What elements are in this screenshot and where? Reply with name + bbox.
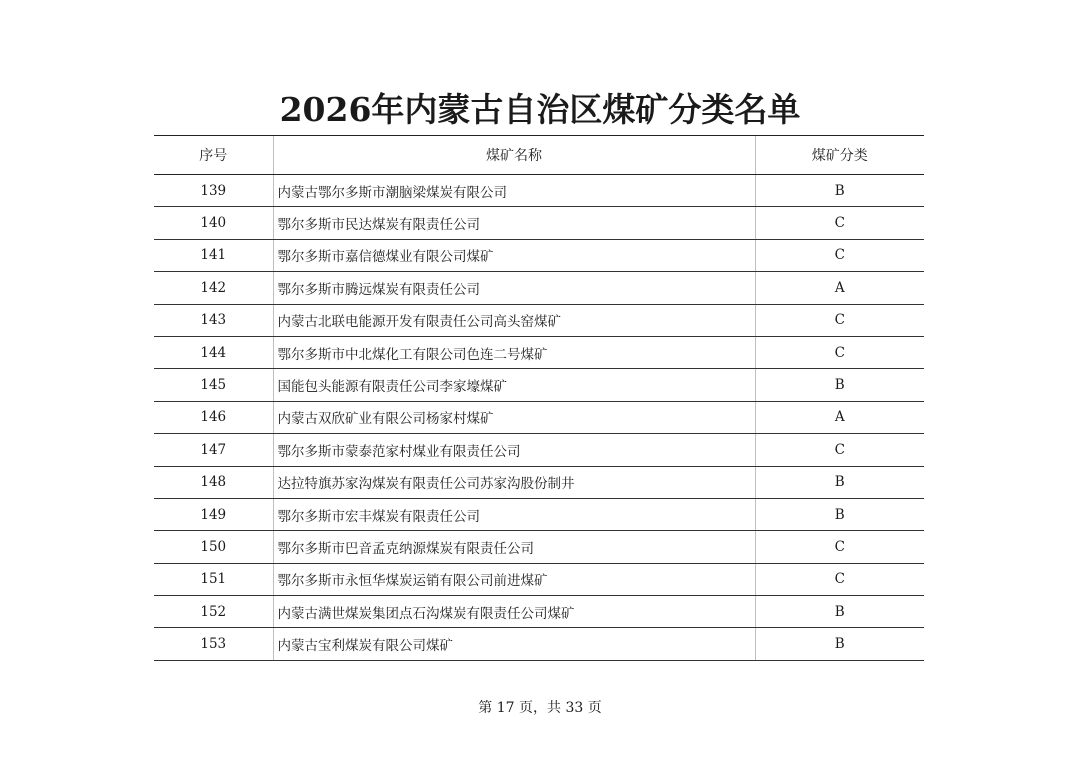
row-classification: C [755, 336, 924, 368]
row-index: 141 [154, 239, 273, 271]
row-index: 144 [154, 336, 273, 368]
row-mine-name: 内蒙古满世煤炭集团点石沟煤炭有限责任公司煤矿 [273, 596, 755, 628]
table-row [154, 207, 924, 239]
row-index: 146 [154, 401, 273, 433]
row-classification: A [755, 401, 924, 433]
row-mine-name: 国能包头能源有限责任公司李家壕煤矿 [273, 369, 755, 401]
row-index: 145 [154, 369, 273, 401]
row-classification: C [755, 563, 924, 595]
table-header [154, 136, 924, 175]
table-row [154, 434, 924, 466]
row-mine-name: 鄂尔多斯市巴音孟克纳源煤炭有限责任公司 [273, 531, 755, 563]
table-row [154, 563, 924, 595]
row-classification: C [755, 239, 924, 271]
table-row [154, 369, 924, 401]
row-index: 152 [154, 596, 273, 628]
table-row [154, 628, 924, 660]
row-index: 153 [154, 628, 273, 660]
row-index: 149 [154, 498, 273, 530]
row-mine-name: 达拉特旗苏家沟煤炭有限责任公司苏家沟股份制井 [273, 466, 755, 498]
page-number: 第 17 页，共 33 页 [478, 700, 602, 716]
row-index: 143 [154, 304, 273, 336]
row-mine-name: 内蒙古宝利煤炭有限公司煤矿 [273, 628, 755, 660]
table-row [154, 239, 924, 271]
row-mine-name: 内蒙古双欣矿业有限公司杨家村煤矿 [273, 401, 755, 433]
header-mine-name: 煤矿名称 [273, 136, 755, 175]
row-classification: B [755, 369, 924, 401]
row-index: 147 [154, 434, 273, 466]
header-classification: 煤矿分类 [755, 136, 924, 175]
row-index: 148 [154, 466, 273, 498]
table-row [154, 466, 924, 498]
row-mine-name: 内蒙古北联电能源开发有限责任公司高头窑煤矿 [273, 304, 755, 336]
row-index: 142 [154, 272, 273, 304]
table-row [154, 596, 924, 628]
row-classification: C [755, 434, 924, 466]
table-row [154, 531, 924, 563]
classification-table [154, 135, 924, 661]
row-mine-name: 鄂尔多斯市永恒华煤炭运销有限公司前进煤矿 [273, 563, 755, 595]
row-classification: C [755, 531, 924, 563]
row-mine-name: 鄂尔多斯市中北煤化工有限公司色连二号煤矿 [273, 336, 755, 368]
table-row [154, 401, 924, 433]
row-mine-name: 鄂尔多斯市嘉信德煤业有限公司煤矿 [273, 239, 755, 271]
row-mine-name: 鄂尔多斯市腾远煤炭有限责任公司 [273, 272, 755, 304]
header-row [154, 136, 924, 175]
row-index: 140 [154, 207, 273, 239]
row-mine-name: 鄂尔多斯市宏丰煤炭有限责任公司 [273, 498, 755, 530]
table-row [154, 304, 924, 336]
table-row [154, 498, 924, 530]
table-row [154, 336, 924, 368]
row-index: 150 [154, 531, 273, 563]
page-title: 2026年内蒙古自治区煤矿分类名单 [279, 90, 801, 129]
row-index: 139 [154, 175, 273, 207]
row-classification: B [755, 628, 924, 660]
row-mine-name: 鄂尔多斯市民达煤炭有限责任公司 [273, 207, 755, 239]
row-index: 151 [154, 563, 273, 595]
row-mine-name: 内蒙古鄂尔多斯市潮脑梁煤炭有限公司 [273, 175, 755, 207]
row-classification: A [755, 272, 924, 304]
coal-mine-table [154, 135, 924, 661]
row-classification: B [755, 596, 924, 628]
row-classification: B [755, 466, 924, 498]
table-row [154, 272, 924, 304]
table-body [154, 175, 924, 661]
row-mine-name: 鄂尔多斯市蒙泰范家村煤业有限责任公司 [273, 434, 755, 466]
row-classification: B [755, 498, 924, 530]
row-classification: B [755, 175, 924, 207]
header-index: 序号 [154, 136, 273, 175]
row-classification: C [755, 304, 924, 336]
row-classification: C [755, 207, 924, 239]
table-row [154, 175, 924, 207]
